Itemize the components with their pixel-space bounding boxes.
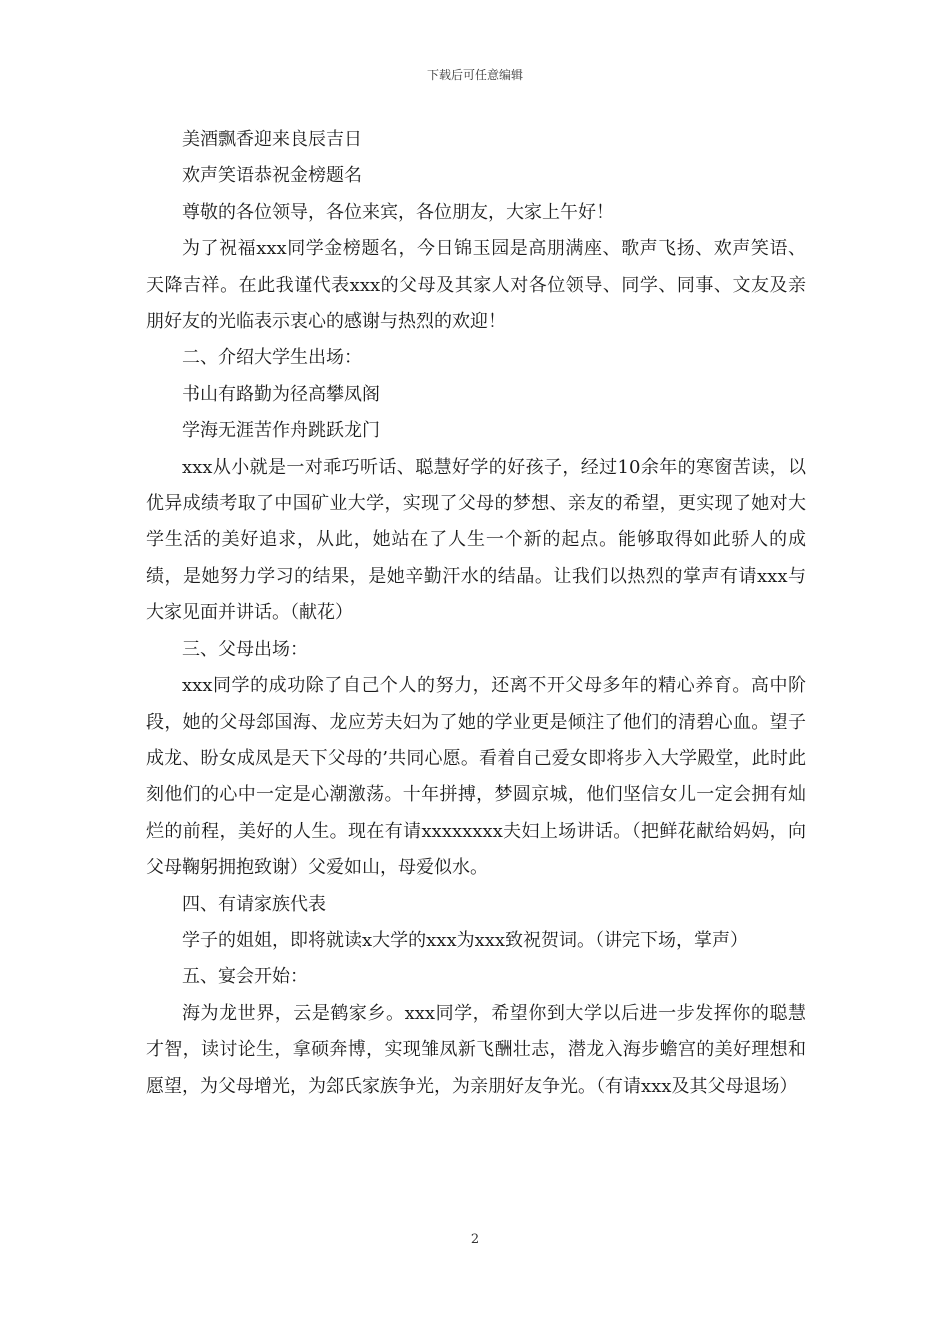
paragraph: 学子的姐姐，即将就读x大学的xxx为xxx致祝贺词。（讲完下场，掌声） [182,929,749,951]
document-body [146,122,806,1105]
section-heading: 五、宴会开始： [182,966,308,988]
page-number: 2 [470,1232,480,1247]
section-heading: 二、介绍大学生出场： [182,347,362,369]
paragraph: 美酒飘香迎来良辰吉日 [182,129,362,150]
paragraph: 尊敬的各位领导，各位来宾，各位朋友，大家上午好！ [182,201,614,223]
paragraph: 为了祝福xxx同学金榜题名，今日锦玉园是高朋满座、歌声飞扬、欢声笑语、天降吉祥。在此我谨代表xxx的父母及其家人对各位领导、同学、同事、文友及亲朋好友的光临表示衷心的感谢与热烈的欢迎！ [146,238,806,333]
section-heading: 三、父母出场： [182,638,308,660]
paragraph: 书山有路勤为径高攀凤阁 [182,383,380,405]
paragraph: 海为龙世界，云是鹤家乡。xxx同学，希望你到大学以后进一步发挥你的聪慧才智，读讨论生，拿硕奔博，实现雏凤新飞酬壮志，潜龙入海步蟾宫的美好理想和愿望，为父母增光，为郐氏家族争光，为亲朋好友争光。（有请xxx及其父母退场） [146,1002,806,1097]
paragraph: 欢声笑语恭祝金榜题名 [182,165,362,187]
paragraph: xxx从小就是一对乖巧听话、聪慧好学的好孩子，经过10余年的寒窗苦读，以优异成绩考取了中国矿业大学，实现了父母的梦想、亲友的希望，更实现了她对大学生活的美好追求，从此，她站在了人生一个新的起点。能够取得如此骄人的成绩，是她努力学习的结果，是她辛勤汗水的结晶。让我们以热烈的掌声有请xxx与大家见面并讲话。（献花） [146,456,806,624]
paragraph: xxx同学的成功除了自己个人的努力，还离不开父母多年的精心养育。高中阶段，她的父母郐国海、龙应芳夫妇为了她的学业更是倾注了他们的清碧心血。望子成龙、盼女成凤是天下父母的’共同心愿。看着自己爱女即将步入大学殿堂，此时此刻他们的心中一定是心潮激荡。十年拼搏，梦圆京城，他们坚信女儿一定会拥有灿烂的前程，美好的人生。现在有请xxxxxxxx夫妇上场讲话。（把鲜花献给妈妈，向父母鞠躬拥抱致谢）父爱如山，母爱似水。 [146,675,806,879]
section-heading: 四、有请家族代表 [182,893,326,915]
page-header: 下载后可任意编辑 [426,68,523,82]
paragraph: 学海无涯苦作舟跳跃龙门 [182,420,380,442]
